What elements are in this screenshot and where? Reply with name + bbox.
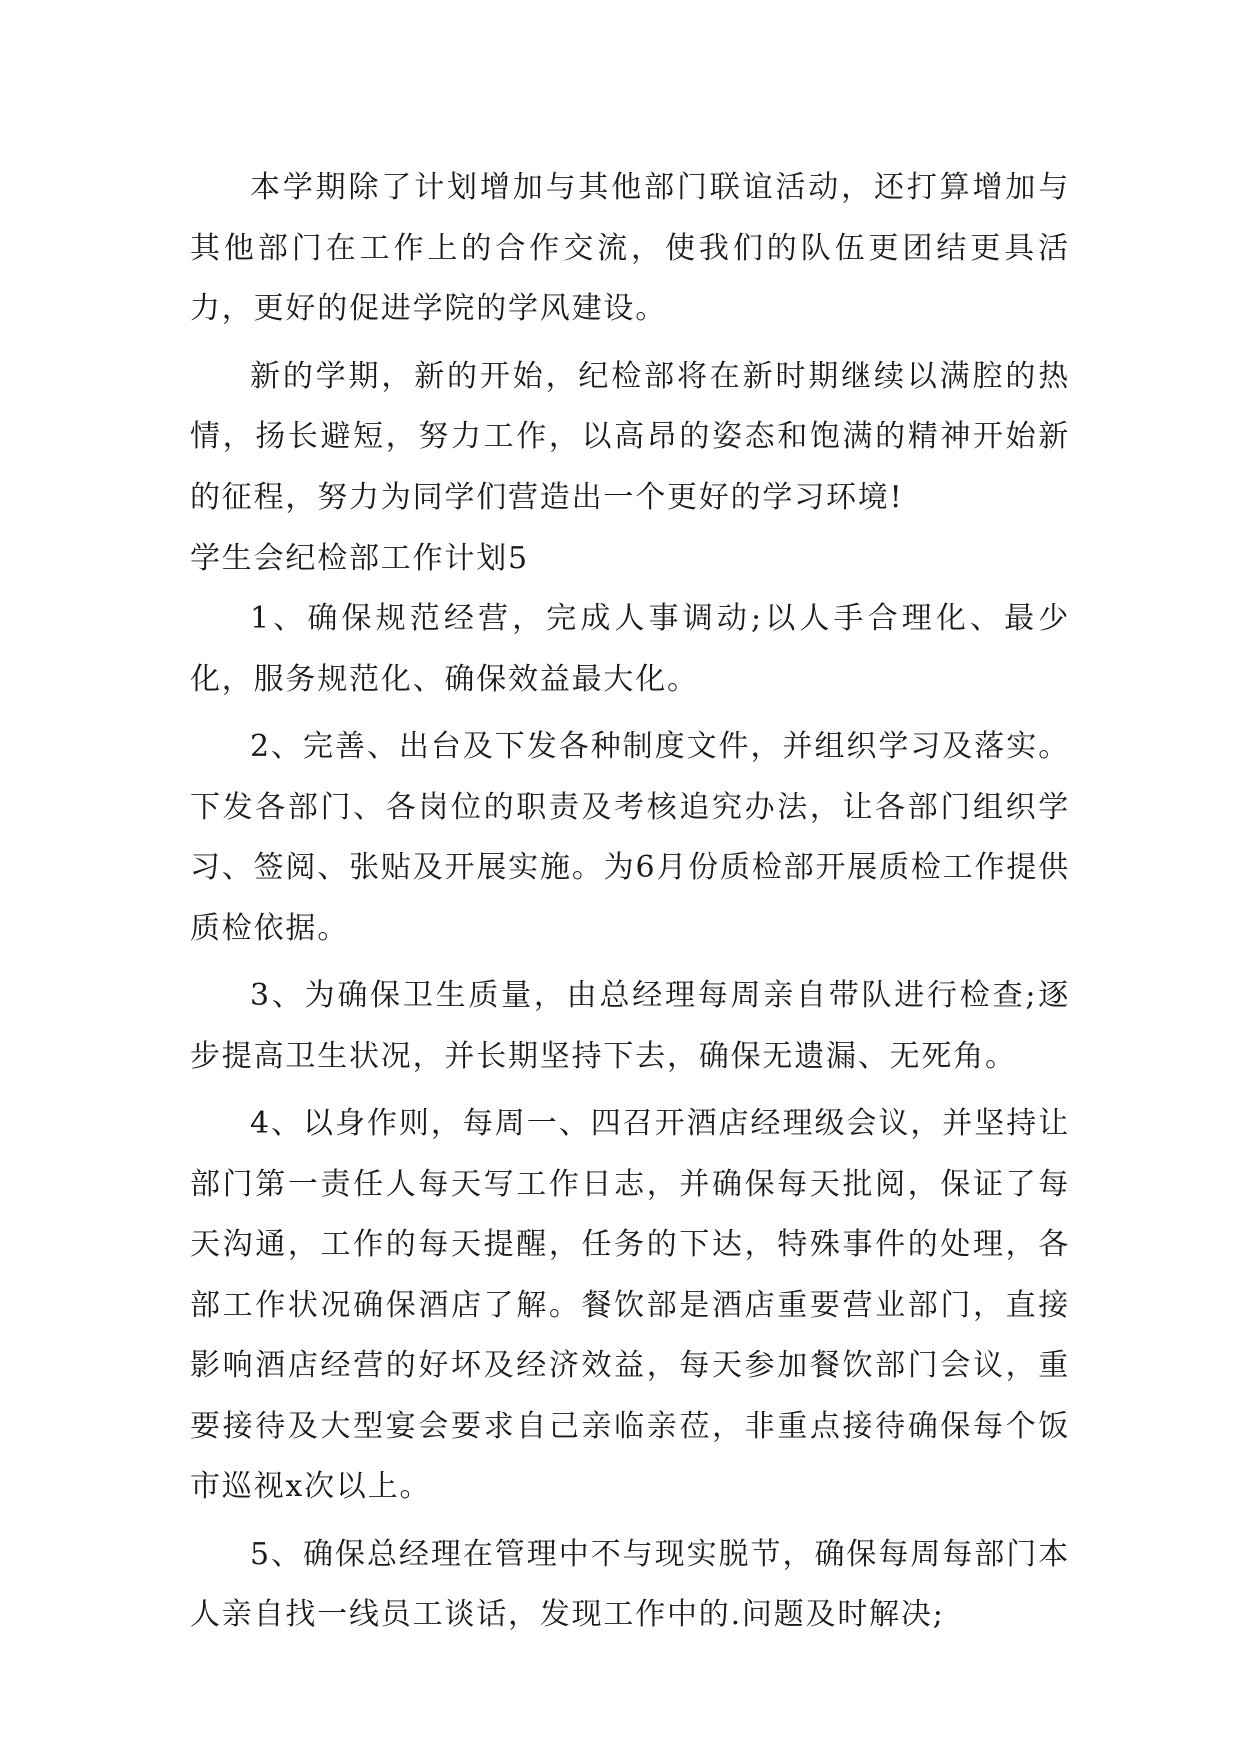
paragraph: 1、确保规范经营，完成人事调动;以人手合理化、最少化，服务规范化、确保效益最大化。 (190, 601, 1070, 697)
paragraph: 本学期除了计划增加与其他部门联谊活动，还打算增加与其他部门在工作上的合作交流，使我们的队伍更团结更具活力，更好的促进学院的学风建设。 (190, 170, 1070, 326)
paragraph: 3、为确保卫生质量，由总经理每周亲自带队进行检查;逐步提高卫生状况，并长期坚持下去，确保无遗漏、无死角。 (190, 978, 1070, 1074)
document-body (190, 158, 1070, 1653)
paragraph: 5、确保总经理在管理中不与现实脱节，确保每周每部门本人亲自找一线员工谈话，发现工作中的.问题及时解决; (190, 1536, 1070, 1632)
paragraph: 新的学期，新的开始，纪检部将在新时期继续以满腔的热情，扬长避短，努力工作，以高昂的姿态和饱满的精神开始新的征程，努力为同学们营造出一个更好的学习环境! (190, 358, 1070, 515)
paragraph: 2、完善、出台及下发各种制度文件，并组织学习及落实。下发各部门、各岗位的职责及考核追究办法，让各部门组织学习、签阅、张贴及开展实施。为6月份质检部开展质检工作提供质检依据。 (190, 729, 1070, 946)
paragraph: 4、以身作则，每周一、四召开酒店经理级会议，并坚持让部门第一责任人每天写工作日志，并确保每天批阅，保证了每天沟通，工作的每天提醒，任务的下达，特殊事件的处理，各部工作状况确保酒店了解。餐饮部是酒店重要营业部门，直接影响酒店经营的好坏及经济效益，每天参加餐饮部门会议，重要接待及大型宴会要求自己亲临亲莅，非重点接待确保每个饭市巡视x次以上。 (190, 1106, 1070, 1504)
section-heading: 学生会纪检部工作计划5 (190, 541, 529, 576)
